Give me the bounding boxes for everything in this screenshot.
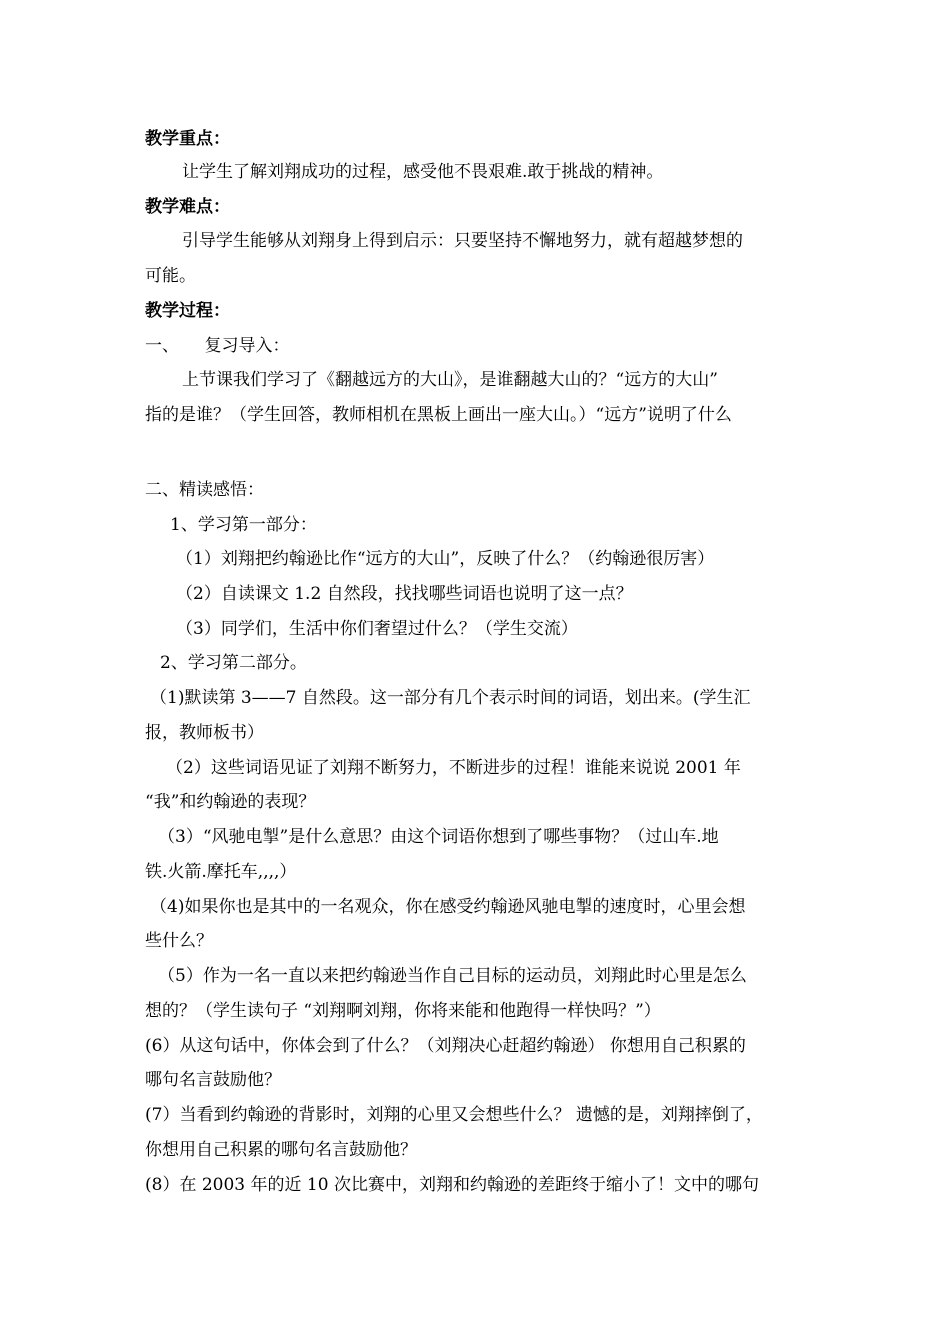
item-part-two-4-line2: 些什么？ [145,931,213,951]
item-part-two-5-line2: 想的？（学生读句子 “刘翔啊刘翔，你将来能和他跑得一样快吗？”） [145,1001,661,1021]
subsection-part-one: 1、学习第一部分： [170,515,317,535]
heading-teaching-process: 教学过程： [145,301,230,321]
item-part-two-3-line2: 铁.火箭.摩托车,,,,） [145,862,297,882]
paragraph-review-line1: 上节课我们学习了《翻越远方的大山》，是谁翻越大山的？“远方的大山” [182,370,718,390]
heading-teaching-difficulty: 教学难点： [145,197,230,217]
paragraph-difficulty-line2: 可能。 [145,266,196,286]
item-part-two-4-line1: （4)如果你也是其中的一名观众，你在感受约翰逊风驰电掣的速度时，心里会想 [150,897,746,917]
item-part-one-2: （2）自读课文 1.2 自然段，找找哪些词语也说明了这一点？ [176,584,633,604]
item-part-two-6-line1: (6）从这句话中，你体会到了什么？（刘翔决心赶超约翰逊） 你想用自己积累的 [145,1036,746,1056]
item-part-two-5-line1: （5）作为一名一直以来把约翰逊当作自己目标的运动员，刘翔此时心里是怎么 [158,966,747,986]
item-part-one-1: （1）刘翔把约翰逊比作“远方的大山”，反映了什么？（约翰逊很厉害） [176,549,715,569]
item-part-two-8-line1: (8）在 2003 年的近 10 次比赛中，刘翔和约翰逊的差距终于缩小了！文中的哪句 [145,1175,759,1195]
item-part-two-7-line1: (7）当看到约翰逊的背影时，刘翔的心里又会想些什么？ 遗憾的是，刘翔摔倒了， [145,1105,763,1125]
paragraph-focus: 让学生了解刘翔成功的过程，感受他不畏艰难.敢于挑战的精神。 [182,162,664,182]
item-part-two-2-line1: （2）这些词语见证了刘翔不断努力，不断进步的过程！谁能来说说 2001 年 [166,758,741,778]
item-part-two-6-line2: 哪句名言鼓励他？ [145,1070,281,1090]
item-part-one-3: （3）同学们，生活中你们奢望过什么？（学生交流） [176,619,578,639]
section-review-intro: 一、 复习导入： [145,336,290,356]
subsection-part-two: 2、学习第二部分。 [160,653,307,673]
heading-teaching-focus: 教学重点： [145,129,230,149]
item-part-two-1-line2: 报，教师板书） [145,723,264,743]
paragraph-difficulty-line1: 引导学生能够从刘翔身上得到启示：只要坚持不懈地努力，就有超越梦想的 [182,231,743,251]
item-part-two-1-line1: （1)默读第 3——7 自然段。这一部分有几个表示时间的词语，划出来。(学生汇 [150,688,751,708]
item-part-two-3-line1: （3）“风驰电掣”是什么意思？由这个词语你想到了哪些事物？（过山车.地 [158,827,719,847]
item-part-two-7-line2: 你想用自己积累的哪句名言鼓励他？ [145,1140,417,1160]
section-close-reading: 二、精读感悟： [145,480,264,500]
paragraph-review-line2: 指的是谁？（学生回答，教师相机在黑板上画出一座大山。）“远方”说明了什么 [145,405,732,425]
item-part-two-2-line2: “我”和约翰逊的表现？ [145,792,316,812]
